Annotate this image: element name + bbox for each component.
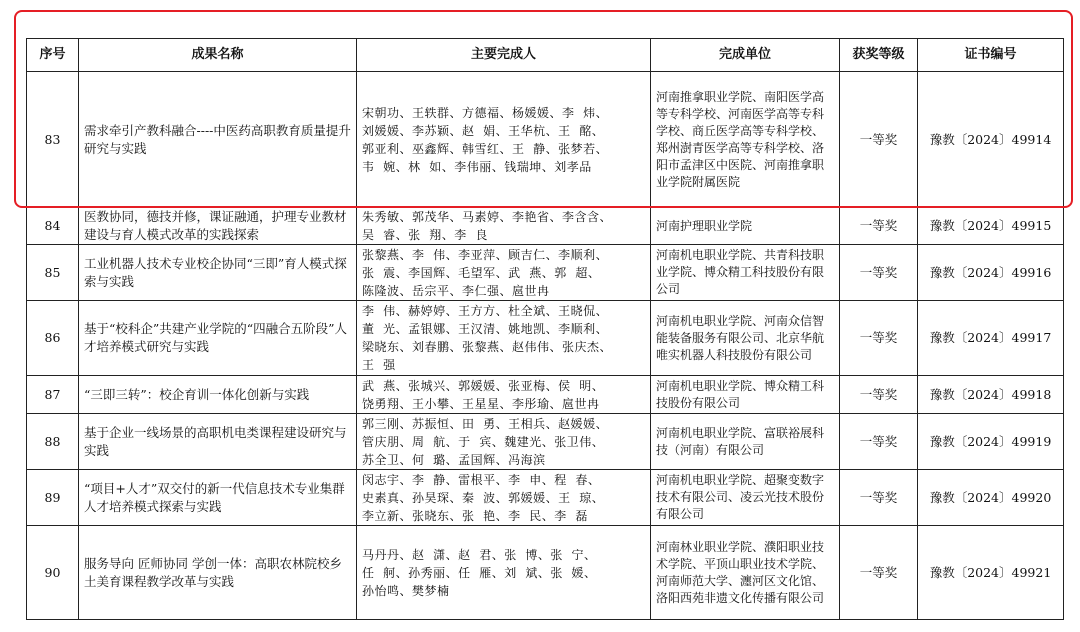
row-no: 89 [27, 470, 79, 526]
row-no: 86 [27, 301, 79, 376]
row-cert: 豫教〔2024〕49916 [918, 245, 1064, 301]
row-level: 一等奖 [840, 72, 918, 208]
row-level: 一等奖 [840, 526, 918, 620]
row-no: 87 [27, 376, 79, 414]
table-row [27, 414, 1064, 470]
row-cert: 豫教〔2024〕49915 [918, 208, 1064, 245]
row-title: 基于企业一线场景的高职机电类课程建设研究与实践 [79, 414, 357, 470]
row-title: 需求牵引产教科融合----中医药高职教育质量提升研究与实践 [79, 72, 357, 208]
row-people: 宋朝功、王轶群、方德福、杨媛媛、李 炜、 刘媛媛、李苏颖、赵 娟、王华杭、王 酩、 郭亚利、巫鑫辉、韩雪红、王 静、张梦若、 韦 婉、林 如、李伟丽、钱瑞坤、刘孝品 [357, 72, 651, 208]
row-unit: 河南林业职业学院、濮阳职业技术学院、平顶山职业技术学院、河南师范大学、瀍河区文化馆、洛阳西苑非遗文化传播有限公司 [651, 526, 840, 620]
row-people: 李 伟、赫婷婷、王方方、杜全斌、王晓侃、 董 光、孟银娜、王汉清、姚地凯、李顺利、 梁晓东、刘春鹏、张黎燕、赵伟伟、张庆杰、 王 强 [357, 301, 651, 376]
table-row [27, 526, 1064, 620]
header-people: 主要完成人 [357, 39, 651, 72]
row-level: 一等奖 [840, 376, 918, 414]
row-cert: 豫教〔2024〕49921 [918, 526, 1064, 620]
row-cert: 豫教〔2024〕49917 [918, 301, 1064, 376]
header-unit: 完成单位 [651, 39, 840, 72]
row-title: “项目+人才”双交付的新一代信息技术专业集群人才培养模式探索与实践 [79, 470, 357, 526]
header-level: 获奖等级 [840, 39, 918, 72]
row-people: 武 燕、张城兴、郭媛媛、张亚梅、侯 明、 饶勇翔、王小攀、王星星、李彤瑜、扈世冉 [357, 376, 651, 414]
row-people: 马丹丹、赵 潇、赵 君、张 博、张 宁、 任 舸、孙秀丽、任 雁、刘 斌、张 媛、 孙怡鸣、樊梦楠 [357, 526, 651, 620]
row-cert: 豫教〔2024〕49918 [918, 376, 1064, 414]
table-row [27, 301, 1064, 376]
row-no: 88 [27, 414, 79, 470]
row-title: 工业机器人技术专业校企协同“三即”育人模式探索与实践 [79, 245, 357, 301]
row-unit: 河南机电职业学院、共青科技职业学院、博众精工科技股份有限公司 [651, 245, 840, 301]
row-no: 84 [27, 208, 79, 245]
row-people: 郭三刚、苏振恒、田 勇、王相兵、赵媛媛、 管庆朋、周 航、于 宾、魏建光、张卫伟、 苏全卫、何 璐、孟国辉、冯海滨 [357, 414, 651, 470]
row-level: 一等奖 [840, 245, 918, 301]
row-unit: 河南推拿职业学院、南阳医学高等专科学校、河南医学高等专科学校、商丘医学高等专科学校、郑州澍青医学高等专科学校、洛阳市孟津区中医院、河南推拿职业学院附属医院 [651, 72, 840, 208]
row-unit: 河南护理职业学院 [651, 208, 840, 245]
table-row [27, 208, 1064, 245]
row-unit: 河南机电职业学院、河南众信智能装备服务有限公司、北京华航唯实机器人科技股份有限公司 [651, 301, 840, 376]
header-no: 序号 [27, 39, 79, 72]
row-title: 服务导向 匠师协同 学创一体：高职农林院校乡土美育课程教学改革与实践 [79, 526, 357, 620]
row-people: 闵志宇、李 静、雷根平、李 申、程 春、 史素真、孙昊琛、秦 波、郭媛媛、王 琼、 李立新、张晓东、张 艳、李 民、李 磊 [357, 470, 651, 526]
row-title: “三即三转”：校企育训一体化创新与实践 [79, 376, 357, 414]
awards-table [26, 38, 1064, 620]
row-level: 一等奖 [840, 208, 918, 245]
table-row [27, 376, 1064, 414]
table-row [27, 470, 1064, 526]
header-cert: 证书编号 [918, 39, 1064, 72]
row-no: 90 [27, 526, 79, 620]
row-cert: 豫教〔2024〕49919 [918, 414, 1064, 470]
table-row [27, 245, 1064, 301]
row-people: 张黎燕、李 伟、李亚萍、顾吉仁、李顺利、 张 震、李国辉、毛望军、武 燕、郭 超、 陈隆波、岳宗平、李仁强、扈世冉 [357, 245, 651, 301]
header-title: 成果名称 [79, 39, 357, 72]
table-row [27, 72, 1064, 208]
row-unit: 河南机电职业学院、超聚变数字技术有限公司、凌云光技术股份有限公司 [651, 470, 840, 526]
row-no: 83 [27, 72, 79, 208]
row-unit: 河南机电职业学院、博众精工科技股份有限公司 [651, 376, 840, 414]
row-level: 一等奖 [840, 301, 918, 376]
row-cert: 豫教〔2024〕49920 [918, 470, 1064, 526]
row-cert: 豫教〔2024〕49914 [918, 72, 1064, 208]
row-title: 基于“校科企”共建产业学院的“四融合五阶段”人才培养模式研究与实践 [79, 301, 357, 376]
row-no: 85 [27, 245, 79, 301]
row-unit: 河南机电职业学院、富联裕展科技（河南）有限公司 [651, 414, 840, 470]
row-level: 一等奖 [840, 414, 918, 470]
row-level: 一等奖 [840, 470, 918, 526]
row-title: 医教协同，德技并修，课证融通，护理专业教材建设与育人模式改革的实践探索 [79, 208, 357, 245]
row-people: 朱秀敏、郭茂华、马素婷、李艳省、李含含、 吴 睿、张 翔、李 良 [357, 208, 651, 245]
header-row [27, 39, 1064, 72]
